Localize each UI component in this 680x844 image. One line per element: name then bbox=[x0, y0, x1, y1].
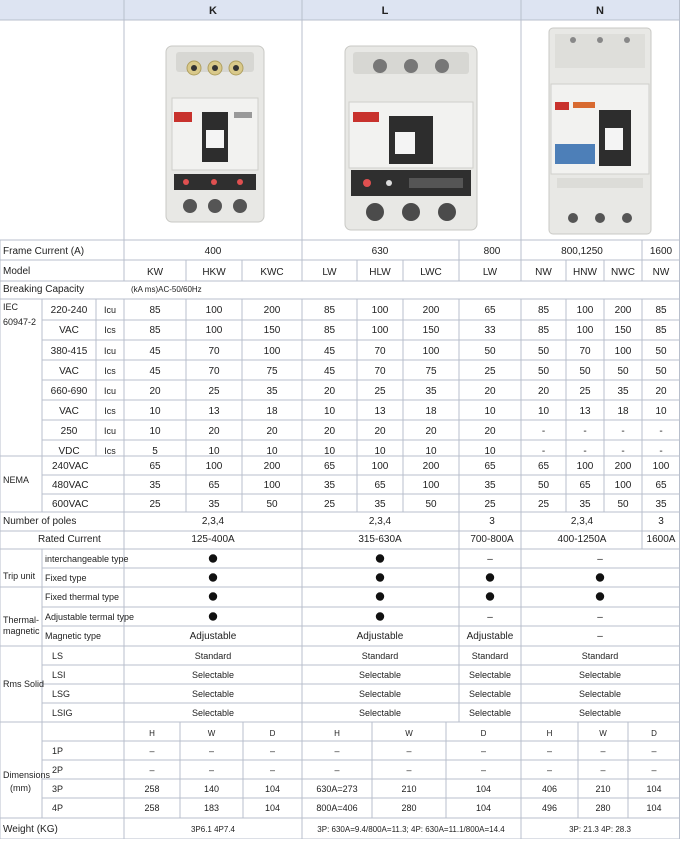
iec-voltage-unit: VAC bbox=[59, 406, 79, 417]
weight-label: Weight (KG) bbox=[3, 824, 58, 835]
iec-value: 10 bbox=[655, 406, 667, 417]
series-header: N bbox=[596, 5, 604, 17]
iec-value: 18 bbox=[617, 406, 629, 417]
dimension-header: D bbox=[651, 729, 657, 738]
iec-value: - bbox=[659, 426, 663, 437]
dimension-value: – bbox=[480, 746, 487, 756]
nema-value: 50 bbox=[266, 499, 278, 510]
iec-voltage-value: 250 bbox=[60, 426, 78, 437]
nema-value: 35 bbox=[655, 499, 667, 510]
iec-value: 100 bbox=[371, 305, 389, 316]
iec-value: 200 bbox=[263, 305, 281, 316]
iec-value: 100 bbox=[205, 325, 223, 336]
iec-value: 20 bbox=[537, 386, 550, 397]
model-value: NW bbox=[535, 267, 552, 278]
iec-label: IEC bbox=[3, 302, 19, 312]
nema-value: 50 bbox=[425, 499, 437, 510]
iec-value: 20 bbox=[484, 426, 496, 437]
dimensions-label: Dimensions bbox=[3, 770, 51, 780]
iec-value: 150 bbox=[422, 325, 440, 336]
nema-value: 100 bbox=[652, 461, 670, 472]
iec-value: - bbox=[583, 426, 587, 437]
dimension-value: – bbox=[269, 765, 276, 775]
model-value: LW bbox=[322, 267, 337, 278]
spec-value: Adjustable bbox=[356, 631, 404, 642]
rated-current-value: 400-1250A bbox=[557, 534, 607, 545]
iec-value: 70 bbox=[579, 346, 591, 357]
nema-value: 65 bbox=[579, 480, 591, 491]
dimension-pole-label: 2P bbox=[52, 765, 64, 775]
iec-value: 25 bbox=[484, 366, 496, 377]
filled-dot-icon bbox=[486, 573, 494, 581]
filled-dot-icon bbox=[209, 554, 217, 562]
iec-value: 20 bbox=[149, 386, 161, 397]
dimension-value: – bbox=[208, 765, 215, 775]
iec-value: 25 bbox=[579, 386, 591, 397]
iec-value: 45 bbox=[149, 346, 161, 357]
filled-dot-icon bbox=[209, 573, 217, 581]
dimension-value: – bbox=[480, 765, 487, 775]
dimension-value: – bbox=[149, 746, 155, 756]
iec-value: 100 bbox=[614, 346, 632, 357]
nema-voltage-label: 240VAC bbox=[52, 461, 89, 472]
filled-dot-icon bbox=[486, 592, 494, 600]
iec-value: - bbox=[621, 446, 625, 457]
dimension-value: – bbox=[208, 746, 215, 756]
nema-value: 25 bbox=[323, 499, 336, 510]
iec-value: 5 bbox=[152, 446, 158, 457]
dimension-header: W bbox=[207, 729, 216, 738]
dimension-value: 104 bbox=[475, 803, 492, 813]
model-value: KWC bbox=[260, 267, 284, 278]
nema-value: 35 bbox=[374, 499, 386, 510]
dimension-header: W bbox=[405, 729, 413, 738]
iec-value: 20 bbox=[374, 426, 386, 437]
thermal-label: Thermal- bbox=[3, 615, 40, 625]
nema-value: 65 bbox=[537, 461, 550, 472]
weight-value: 3P6.1 4P7.4 bbox=[190, 825, 236, 834]
rated-current-label: Rated Current bbox=[38, 534, 101, 545]
nema-value: 25 bbox=[484, 499, 496, 510]
frame-current-value: 630 bbox=[371, 246, 389, 257]
iec-value: 10 bbox=[149, 406, 161, 417]
iec-value: 85 bbox=[323, 305, 336, 316]
nema-value: 35 bbox=[208, 499, 220, 510]
nema-value: 35 bbox=[579, 499, 591, 510]
iec-value: 70 bbox=[208, 346, 220, 357]
dimension-value: 210 bbox=[401, 784, 417, 794]
iec-voltage-value: 380-415 bbox=[50, 346, 88, 357]
dimension-value: – bbox=[600, 765, 606, 775]
iec-param-label: Icu bbox=[103, 386, 117, 396]
dimension-value: 140 bbox=[203, 784, 220, 794]
rms-row-label: LSG bbox=[52, 689, 71, 699]
magnetic-label: magnetic bbox=[3, 626, 40, 636]
iec-value: 13 bbox=[579, 406, 591, 417]
dimension-pole-label: 4P bbox=[52, 803, 64, 813]
iec-value: 100 bbox=[371, 325, 389, 336]
poles-label: Number of poles bbox=[3, 516, 77, 527]
filled-dot-icon bbox=[596, 573, 604, 581]
nema-value: 100 bbox=[614, 480, 632, 491]
rms-value: Selectable bbox=[578, 670, 622, 680]
iec-value: 100 bbox=[422, 346, 440, 357]
iec-param-label: Ics bbox=[104, 446, 116, 456]
nema-value: 35 bbox=[323, 480, 336, 491]
spec-row-label: interchangeable type bbox=[45, 554, 129, 564]
nema-value: 50 bbox=[537, 480, 550, 491]
iec-value: - bbox=[621, 426, 625, 437]
nema-value: 65 bbox=[323, 461, 336, 472]
nema-value: 65 bbox=[484, 461, 496, 472]
poles-value: 2,3,4 bbox=[201, 516, 225, 527]
nema-value: 25 bbox=[537, 499, 550, 510]
header-band bbox=[0, 0, 680, 20]
iec-voltage-unit: VDC bbox=[58, 446, 80, 457]
iec-value: 100 bbox=[576, 305, 594, 316]
dimension-value: – bbox=[600, 746, 606, 756]
filled-dot-icon bbox=[596, 592, 604, 600]
iec-voltage-unit: VAC bbox=[59, 325, 79, 336]
iec-value: 50 bbox=[617, 366, 629, 377]
rms-value: Selectable bbox=[358, 689, 402, 699]
dimension-header: W bbox=[599, 729, 607, 738]
iec-value: 20 bbox=[208, 426, 220, 437]
iec-standard-label: 60947-2 bbox=[3, 317, 37, 327]
spec-value: Adjustable bbox=[466, 631, 514, 642]
poles-value: 2,3,4 bbox=[368, 516, 392, 527]
iec-value: 10 bbox=[425, 446, 437, 457]
dimension-pole-label: 1P bbox=[52, 746, 64, 756]
iec-value: 10 bbox=[208, 446, 220, 457]
iec-value: 65 bbox=[484, 305, 496, 316]
nema-value: 200 bbox=[422, 461, 440, 472]
iec-value: 85 bbox=[149, 305, 161, 316]
dimension-value: 258 bbox=[144, 803, 160, 813]
rms-value: Selectable bbox=[468, 689, 512, 699]
spec-value: – bbox=[487, 612, 493, 623]
nema-value: 25 bbox=[149, 499, 161, 510]
nema-value: 65 bbox=[655, 480, 667, 491]
dimension-value: 800A=406 bbox=[316, 803, 358, 813]
rms-value: Selectable bbox=[468, 670, 512, 680]
filled-dot-icon bbox=[376, 612, 384, 620]
iec-value: 50 bbox=[537, 346, 550, 357]
iec-value: 85 bbox=[323, 325, 336, 336]
poles-value: 3 bbox=[489, 516, 495, 527]
model-value: KW bbox=[146, 267, 164, 278]
iec-value: 10 bbox=[149, 426, 161, 437]
rated-current-value: 315-630A bbox=[358, 534, 402, 545]
rms-value: Selectable bbox=[191, 689, 235, 699]
series-header: L bbox=[381, 5, 389, 17]
dimension-value: – bbox=[149, 765, 155, 775]
rms-value: Standard bbox=[194, 651, 232, 661]
iec-value: - bbox=[541, 446, 546, 457]
rated-current-value: 1600A bbox=[646, 534, 676, 545]
rms-value: Selectable bbox=[358, 670, 402, 680]
dimension-value: 406 bbox=[541, 784, 558, 794]
nema-voltage-label: 480VAC bbox=[52, 480, 89, 491]
poles-value: 2,3,4 bbox=[570, 516, 594, 527]
iec-param-label: Ics bbox=[104, 366, 116, 376]
dimension-value: 104 bbox=[264, 803, 281, 813]
iec-value: 85 bbox=[537, 325, 550, 336]
dimension-value: – bbox=[651, 746, 657, 756]
dimension-header: H bbox=[546, 729, 553, 738]
nema-value: 200 bbox=[614, 461, 632, 472]
iec-value: 85 bbox=[537, 305, 550, 316]
iec-value: 70 bbox=[208, 366, 220, 377]
iec-value: 85 bbox=[655, 305, 667, 316]
nema-value: 100 bbox=[422, 480, 440, 491]
dimensions-unit: (mm) bbox=[10, 783, 31, 793]
iec-param-label: Ics bbox=[104, 325, 116, 335]
weight-value: 3P: 21.3 4P: 28.3 bbox=[569, 825, 631, 834]
poles-value: 3 bbox=[658, 516, 664, 527]
filled-dot-icon bbox=[376, 592, 384, 600]
iec-value: 50 bbox=[579, 366, 591, 377]
circuit-breaker-K-image bbox=[166, 46, 264, 222]
iec-value: 18 bbox=[425, 406, 437, 417]
model-value: LW bbox=[482, 267, 498, 278]
rms-value: Selectable bbox=[578, 708, 622, 718]
iec-value: 20 bbox=[655, 386, 667, 397]
spec-row-label: Fixed thermal type bbox=[45, 592, 120, 602]
rated-current-value: 125-400A bbox=[191, 534, 235, 545]
iec-value: 35 bbox=[266, 386, 278, 397]
circuit-breaker-N-image bbox=[549, 28, 651, 234]
iec-param-label: Icu bbox=[103, 346, 117, 356]
rms-value: Standard bbox=[581, 651, 619, 661]
nema-value: 100 bbox=[205, 461, 223, 472]
iec-voltage-value: 220-240 bbox=[50, 305, 88, 316]
nema-value: 65 bbox=[208, 480, 220, 491]
frame-current-label: Frame Current (A) bbox=[3, 246, 85, 257]
iec-value: 85 bbox=[655, 325, 667, 336]
iec-value: 200 bbox=[614, 305, 632, 316]
filled-dot-icon bbox=[376, 554, 384, 562]
model-value: LWC bbox=[420, 267, 442, 278]
rms-value: Selectable bbox=[191, 708, 235, 718]
iec-param-label: Icu bbox=[103, 305, 117, 315]
breaking-capacity-suffix: (kA ms)AC-50/60Hz bbox=[131, 285, 202, 294]
spec-value: – bbox=[597, 554, 603, 565]
iec-value: 70 bbox=[374, 366, 386, 377]
iec-value: 35 bbox=[617, 386, 629, 397]
dimension-value: 280 bbox=[595, 803, 611, 813]
iec-value: 10 bbox=[484, 406, 496, 417]
rms-value: Standard bbox=[361, 651, 399, 661]
dimension-value: – bbox=[651, 765, 657, 775]
rms-value: Selectable bbox=[578, 689, 622, 699]
frame-current-value: 800,1250 bbox=[561, 246, 603, 257]
filled-dot-icon bbox=[376, 573, 384, 581]
rms-value: Standard bbox=[471, 651, 509, 661]
circuit-breaker-L-image bbox=[345, 46, 477, 230]
iec-value: 50 bbox=[655, 346, 667, 357]
iec-value: 70 bbox=[374, 346, 386, 357]
spec-value: Adjustable bbox=[189, 631, 237, 642]
rms-row-label: LSI bbox=[52, 670, 66, 680]
spec-value: – bbox=[597, 631, 603, 642]
iec-value: - bbox=[659, 446, 663, 457]
weight-value: 3P: 630A=9.4/800A=11.3; 4P: 630A=11.1/800A=14.4 bbox=[317, 825, 505, 834]
dimension-value: – bbox=[269, 746, 276, 756]
nema-voltage-label: 600VAC bbox=[52, 499, 89, 510]
iec-value: 10 bbox=[374, 446, 386, 457]
dimension-value: – bbox=[334, 765, 340, 775]
rms-value: Selectable bbox=[468, 708, 512, 718]
rms-value: Selectable bbox=[191, 670, 235, 680]
dimension-value: 258 bbox=[144, 784, 160, 794]
iec-value: 100 bbox=[263, 346, 281, 357]
nema-value: 65 bbox=[149, 461, 161, 472]
iec-value: 85 bbox=[149, 325, 161, 336]
rms-row-label: LS bbox=[52, 651, 64, 661]
spec-value: – bbox=[597, 612, 603, 623]
dimension-value: 210 bbox=[595, 784, 611, 794]
iec-value: - bbox=[541, 426, 546, 437]
nema-value: 100 bbox=[371, 461, 389, 472]
filled-dot-icon bbox=[209, 612, 217, 620]
dimension-value: – bbox=[406, 765, 412, 775]
iec-value: 20 bbox=[266, 426, 278, 437]
iec-value: 75 bbox=[266, 366, 278, 377]
dimension-header: H bbox=[334, 729, 340, 738]
dimension-pole-label: 3P bbox=[52, 784, 64, 794]
model-value: HLW bbox=[369, 267, 391, 278]
model-value: HKW bbox=[202, 267, 226, 278]
dimension-header: H bbox=[149, 729, 155, 738]
iec-value: 10 bbox=[323, 406, 336, 417]
dimension-value: 280 bbox=[401, 803, 417, 813]
trip-unit-label: Trip unit bbox=[3, 571, 36, 581]
iec-value: 45 bbox=[149, 366, 161, 377]
dimension-value: – bbox=[406, 746, 412, 756]
frame-current-value: 400 bbox=[204, 246, 222, 257]
iec-param-label: Ics bbox=[104, 406, 116, 416]
nema-value: 100 bbox=[263, 480, 281, 491]
iec-voltage-unit: VAC bbox=[59, 366, 79, 377]
iec-value: 10 bbox=[266, 446, 278, 457]
frame-current-value: 1600 bbox=[649, 246, 673, 257]
dimension-value: 104 bbox=[264, 784, 281, 794]
iec-value: 20 bbox=[484, 386, 496, 397]
iec-value: 150 bbox=[263, 325, 281, 336]
dimension-value: 183 bbox=[203, 803, 220, 813]
dimension-header: D bbox=[480, 729, 487, 738]
rms-value: Selectable bbox=[358, 708, 402, 718]
frame-current-value: 800 bbox=[483, 246, 501, 257]
iec-value: 50 bbox=[655, 366, 667, 377]
iec-value: 50 bbox=[484, 346, 496, 357]
iec-value: 45 bbox=[323, 346, 336, 357]
iec-value: 100 bbox=[576, 325, 594, 336]
iec-value: 200 bbox=[422, 305, 440, 316]
iec-value: 33 bbox=[484, 325, 496, 336]
iec-value: 13 bbox=[208, 406, 220, 417]
spec-row-label: Adjustable termal type bbox=[45, 612, 135, 622]
iec-value: 10 bbox=[323, 446, 336, 457]
iec-value: 18 bbox=[266, 406, 278, 417]
nema-value: 35 bbox=[149, 480, 161, 491]
dimension-value: 630A=273 bbox=[316, 784, 358, 794]
rated-current-value: 700-800A bbox=[470, 534, 514, 545]
iec-value: 45 bbox=[323, 366, 336, 377]
dimension-value: 104 bbox=[475, 784, 492, 794]
dimension-value: – bbox=[546, 746, 553, 756]
filled-dot-icon bbox=[209, 592, 217, 600]
model-value: NW bbox=[652, 267, 670, 278]
iec-value: 20 bbox=[323, 386, 336, 397]
iec-value: 25 bbox=[374, 386, 386, 397]
nema-value: 65 bbox=[374, 480, 386, 491]
iec-value: 13 bbox=[374, 406, 386, 417]
model-value: HNW bbox=[573, 267, 597, 278]
dimension-value: – bbox=[334, 746, 340, 756]
iec-value: 100 bbox=[205, 305, 223, 316]
iec-value: 150 bbox=[614, 325, 632, 336]
iec-value: 25 bbox=[208, 386, 220, 397]
iec-value: - bbox=[583, 446, 587, 457]
iec-value: 20 bbox=[425, 426, 437, 437]
rms-row-label: LSIG bbox=[52, 708, 73, 718]
iec-value: 35 bbox=[425, 386, 437, 397]
dimension-value: 104 bbox=[646, 803, 662, 813]
iec-value: 75 bbox=[425, 366, 437, 377]
iec-value: 50 bbox=[537, 366, 550, 377]
rms-solid-label: Rms Solid bbox=[3, 679, 45, 689]
series-header: K bbox=[209, 5, 217, 17]
iec-value: 10 bbox=[537, 406, 550, 417]
breaking-capacity-label: Breaking Capacity bbox=[3, 284, 85, 295]
iec-value: 10 bbox=[484, 446, 496, 457]
nema-value: 50 bbox=[617, 499, 629, 510]
nema-value: 200 bbox=[263, 461, 281, 472]
model-value: NWC bbox=[611, 267, 635, 278]
iec-value: 20 bbox=[323, 426, 336, 437]
nema-label: NEMA bbox=[3, 475, 30, 485]
dimension-value: – bbox=[546, 765, 553, 775]
spec-value: – bbox=[487, 554, 493, 565]
model-label: Model bbox=[3, 266, 31, 277]
spec-row-label: Magnetic type bbox=[45, 631, 102, 641]
nema-value: 35 bbox=[484, 480, 496, 491]
spec-row-label: Fixed type bbox=[45, 573, 87, 583]
dimension-value: 496 bbox=[541, 803, 558, 813]
dimension-header: D bbox=[269, 729, 276, 738]
iec-voltage-value: 660-690 bbox=[50, 386, 88, 397]
iec-param-label: Icu bbox=[103, 426, 117, 436]
nema-value: 100 bbox=[576, 461, 594, 472]
dimension-value: 104 bbox=[646, 784, 662, 794]
